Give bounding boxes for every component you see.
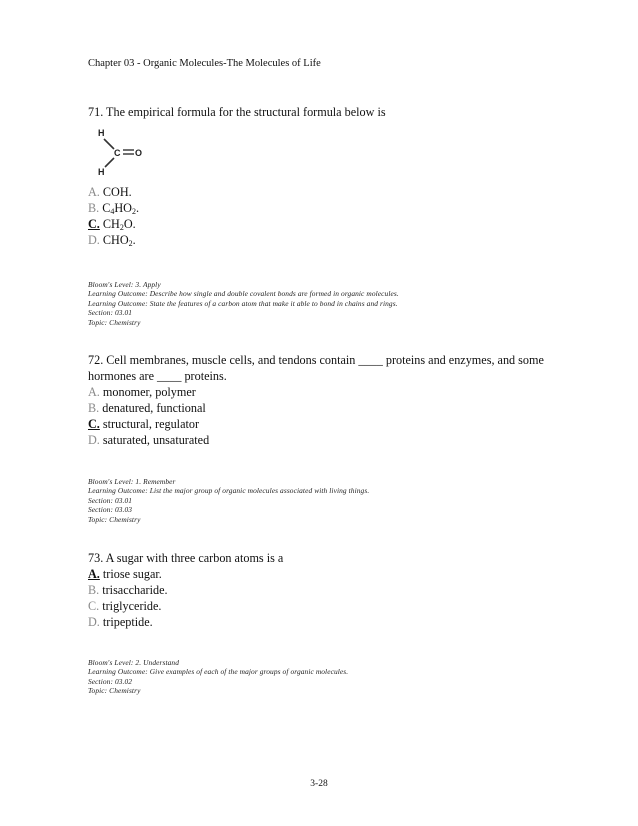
option-71-c-correct[interactable]: C. $CH_2O$.: [88, 217, 136, 232]
question-72-text-line1: 72. Cell membranes, muscle cells, and tendons contain ____ proteins and enzymes, and some: [88, 353, 544, 367]
option-73-b[interactable]: B. trisaccharide.: [88, 583, 168, 597]
option-71-a[interactable]: A. COH.: [88, 185, 132, 199]
question-71-text: 71. The empirical formula for the structural formula below is: [88, 105, 386, 119]
option-73-a-correct[interactable]: A. triose sugar.: [88, 567, 162, 581]
option-73-d[interactable]: D. tripeptide.: [88, 615, 153, 629]
question-71-options: [88, 184, 568, 248]
atom-c: C: [114, 148, 121, 158]
question-71: [88, 104, 568, 120]
option-72-d[interactable]: D. saturated, unsaturated: [88, 433, 210, 447]
atom-o: O: [135, 148, 143, 158]
option-71-b[interactable]: B. $C_4HO_2$.: [88, 201, 140, 216]
question-72-text-line2: hormones are ____ proteins.: [88, 369, 227, 383]
question-73-text: 73. A sugar with three carbon atoms is a: [88, 551, 284, 565]
option-71-d[interactable]: D. $CHO_2$.: [88, 233, 136, 248]
question-71-metadata: Bloom's Level: 3. Apply Learning Outcome: Describe how single and double covalent bonds are formed in organic molecules. Learning Outcome: State the features of a carbon atom that make it able to bond in chains and rings. Section: 03.01 Topic: Chemistry: [88, 280, 399, 327]
atom-h-top: H: [98, 128, 105, 138]
page-number: 3-28: [310, 779, 328, 789]
option-73-c[interactable]: C. triglyceride.: [88, 599, 162, 613]
chapter-header: Chapter 03 - Organic Molecules-The Molecules of Life: [88, 58, 321, 69]
question-72: [88, 352, 568, 448]
structural-formula-image: [96, 125, 156, 177]
option-72-c-correct[interactable]: C. structural, regulator: [88, 417, 200, 431]
question-73-metadata: Bloom's Level: 2. Understand Learning Outcome: Give examples of each of the major groups of organic molecules. Section: 03.02 Topic: Chemistry: [88, 658, 349, 696]
question-72-metadata: Bloom's Level: 1. Remember Learning Outcome: List the major group of organic molecules associated with living things. Section: 03.01 Section: 03.03 Topic: Chemistry: [88, 477, 370, 524]
question-73: [88, 550, 568, 630]
atom-h-bottom: H: [98, 167, 105, 177]
option-72-b[interactable]: B. denatured, functional: [88, 401, 206, 415]
option-72-a[interactable]: A. monomer, polymer: [88, 385, 196, 399]
